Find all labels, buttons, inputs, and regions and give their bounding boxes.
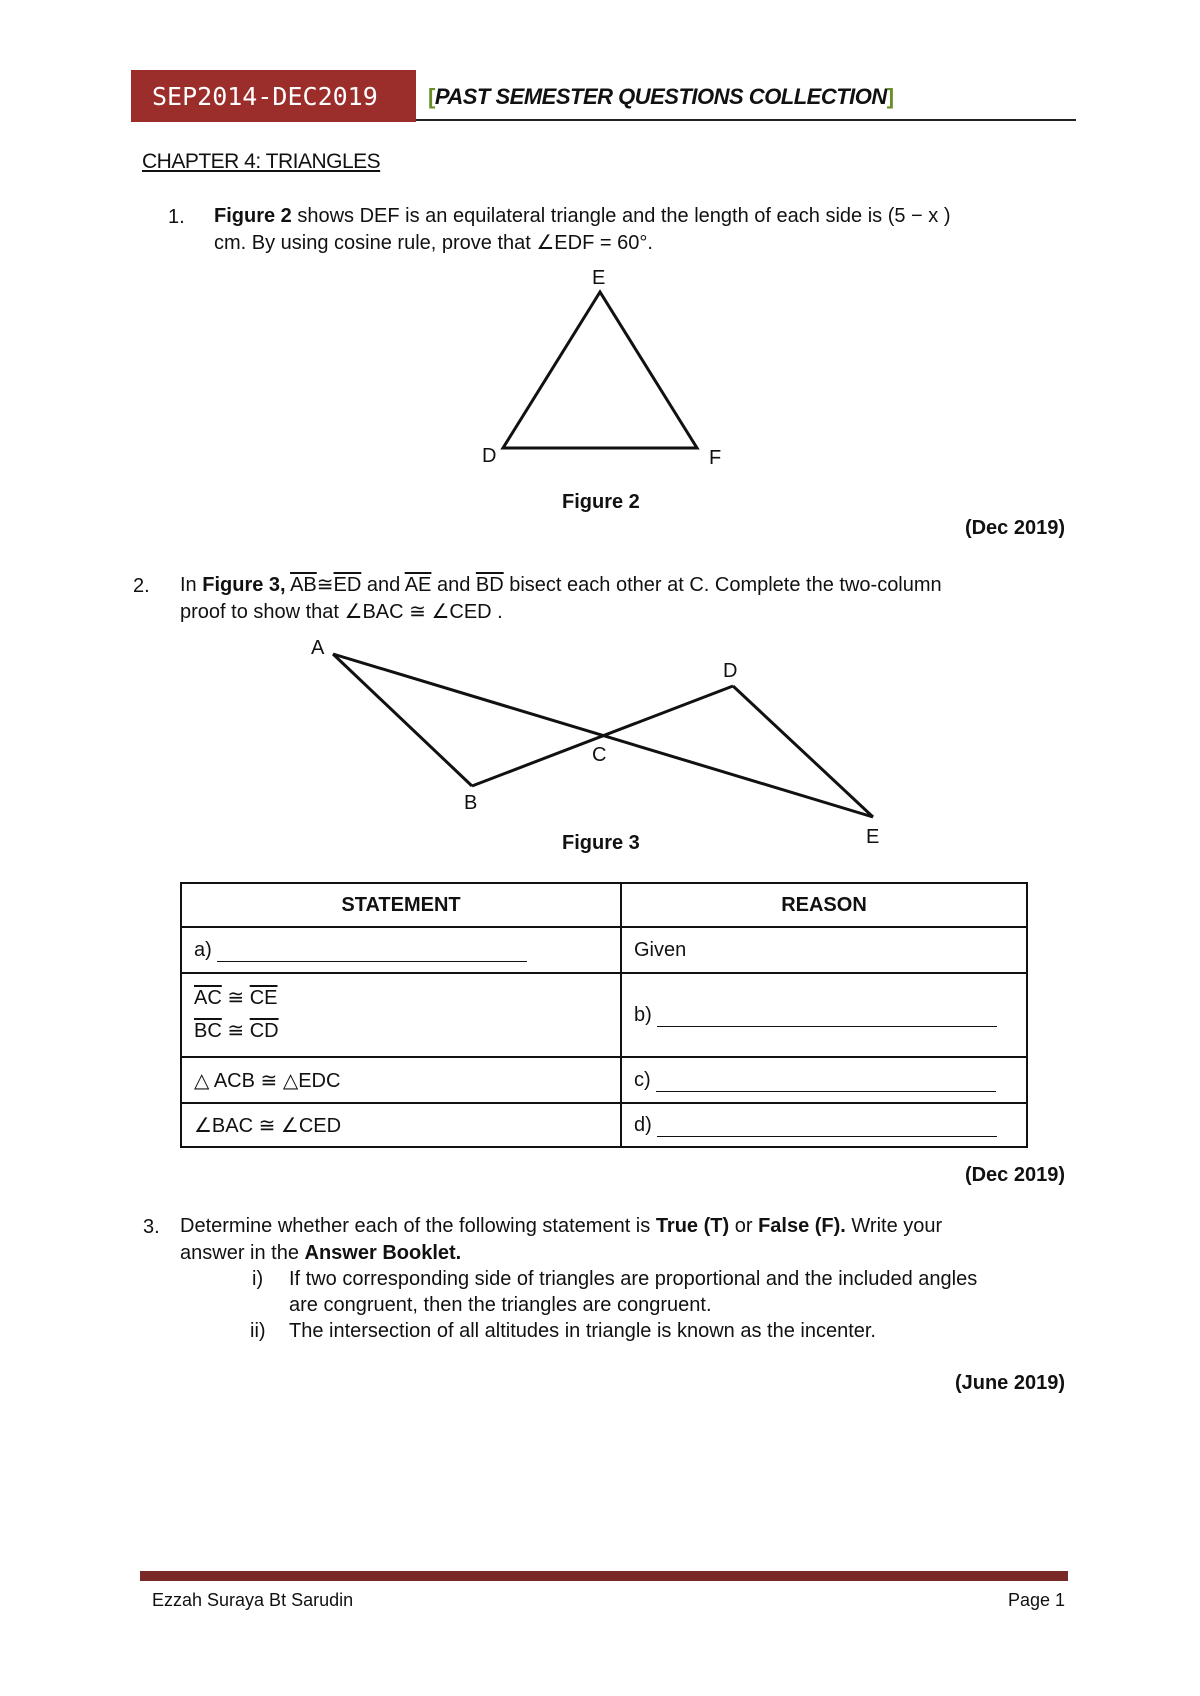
row2-line1 — [194, 982, 608, 1015]
q3-booklet: Answer Booklet. — [304, 1242, 462, 1264]
q2-year: (Dec 2019) — [964, 1164, 1065, 1186]
q2-line2: proof to show that ∠BAC ≅ ∠CED . — [180, 601, 503, 623]
proof-row-4 — [181, 1103, 1027, 1147]
label-e-fig3: E — [866, 826, 880, 848]
q3-item-1-num: i) — [252, 1268, 264, 1290]
footer-author: Ezzah Suraya Bt Sarudin — [152, 1590, 354, 1610]
label-b-fig3: B — [464, 792, 478, 814]
q3-text — [180, 1213, 1065, 1267]
q2-figure-ref: Figure 3, — [202, 574, 286, 596]
row4-reason-label: d) — [634, 1113, 652, 1136]
q3-false: False (F). — [758, 1215, 846, 1237]
q3-item-1-line2: are congruent, then the triangles are congruent. — [289, 1294, 712, 1316]
label-d-fig3: D — [723, 660, 738, 682]
row2-seg-cd: $\overline{CD}$ — [249, 1020, 279, 1042]
chapter-title: CHAPTER 4: TRIANGLES — [142, 150, 381, 173]
proof-row-3 — [181, 1057, 1027, 1103]
proof-row-1 — [181, 927, 1027, 973]
row1-statement-label: a) — [194, 938, 212, 961]
header-bracket-close: ] — [886, 84, 894, 109]
q3-or: or — [729, 1215, 759, 1237]
blank-d[interactable] — [657, 1116, 997, 1137]
q3-line2 — [180, 1240, 1065, 1267]
q3-item-2 — [289, 1318, 1069, 1344]
q1-figure-ref: Figure 2 — [214, 205, 292, 227]
row2-seg-ce: $\overline{CE}$ — [249, 987, 278, 1009]
q3-item-2-line1: The intersection of all altitudes in triangle is known as the incenter. — [289, 1320, 876, 1342]
row3-reason — [621, 1057, 1027, 1103]
row2-seg-ac: $\overline{AC}$ — [194, 987, 222, 1009]
header-reason: REASON — [621, 883, 1027, 927]
footer-page: Page 1 — [1007, 1590, 1065, 1610]
q1-line2: cm. By using cosine rule, prove that ∠EDF = 60°. — [214, 232, 653, 254]
q2-seg-bd: $\overline{BD}$ — [475, 574, 504, 596]
row1-statement — [181, 927, 621, 973]
q3-item-1 — [289, 1266, 1069, 1318]
proof-row-2 — [181, 973, 1027, 1057]
q2-number: 2. — [133, 575, 150, 597]
q2-and1: and — [361, 574, 405, 596]
row2-seg-bc: $\overline{BC}$ — [194, 1020, 222, 1042]
q3-text-a: Determine whether each of the following statement is — [180, 1215, 656, 1237]
figure-2-caption: Figure 2 — [562, 491, 640, 513]
q1-text-a: shows DEF is an equilateral triangle and the length of each side is (5 − x ) — [291, 205, 951, 227]
row3-reason-label: c) — [634, 1068, 651, 1091]
blank-a[interactable] — [217, 941, 527, 962]
q1-year: (Dec 2019) — [964, 517, 1065, 539]
row2-line2 — [194, 1015, 608, 1048]
label-e-fig2: E — [592, 267, 606, 289]
proof-header-row — [181, 883, 1027, 927]
label-d-fig2: D — [482, 445, 497, 467]
row2-reason — [621, 973, 1027, 1057]
q2-cong: ≅ — [316, 574, 334, 596]
footer-bar — [140, 1571, 1068, 1581]
row1-reason: Given — [621, 927, 1027, 973]
blank-b[interactable] — [657, 1006, 997, 1027]
q3-text-b: Write your — [845, 1215, 943, 1237]
row4-reason — [621, 1103, 1027, 1147]
q2-seg-ab: $\overline{AB}$ — [290, 574, 317, 596]
segment-bd — [472, 686, 733, 786]
row2-reason-label: b) — [634, 1003, 652, 1026]
figure-3-caption: Figure 3 — [562, 832, 640, 854]
q3-line1 — [180, 1213, 1065, 1240]
label-a-fig3: A — [311, 637, 325, 659]
header-title-text: PAST SEMESTER QUESTIONS COLLECTION — [434, 84, 887, 109]
row3-statement: △ ACB ≅ △EDC — [181, 1057, 621, 1103]
q2-text-a: bisect each other at C. Complete the two-column — [503, 574, 942, 596]
q3-year: (June 2019) — [954, 1372, 1065, 1394]
row4-statement: ∠BAC ≅ ∠CED — [181, 1103, 621, 1147]
row2-statement — [181, 973, 621, 1057]
q3-number: 3. — [143, 1216, 160, 1238]
q2-in: In — [180, 574, 203, 596]
q2-seg-ae: $\overline{AE}$ — [404, 574, 432, 596]
q3-text-c: answer in the — [180, 1242, 305, 1264]
header-statement: STATEMENT — [181, 883, 621, 927]
q3-item-1-line1: If two corresponding side of triangles are proportional and the included angles — [289, 1268, 978, 1290]
row2-cong1: ≅ — [227, 987, 245, 1009]
header-code: SEP2014-DEC2019 — [152, 82, 378, 111]
q2-seg-ed: $\overline{ED}$ — [333, 574, 362, 596]
header-bracket-open: [ — [428, 84, 435, 109]
label-c-fig3: C — [592, 744, 607, 766]
proof-table — [180, 882, 1028, 1148]
q2-and2: and — [431, 574, 476, 596]
row2-cong2: ≅ — [227, 1020, 245, 1042]
q3-true: True (T) — [655, 1215, 730, 1237]
q1-number: 1. — [168, 206, 185, 228]
blank-c[interactable] — [656, 1071, 996, 1092]
q3-item-2-num: ii) — [250, 1320, 266, 1342]
label-f-fig2: F — [709, 447, 722, 469]
